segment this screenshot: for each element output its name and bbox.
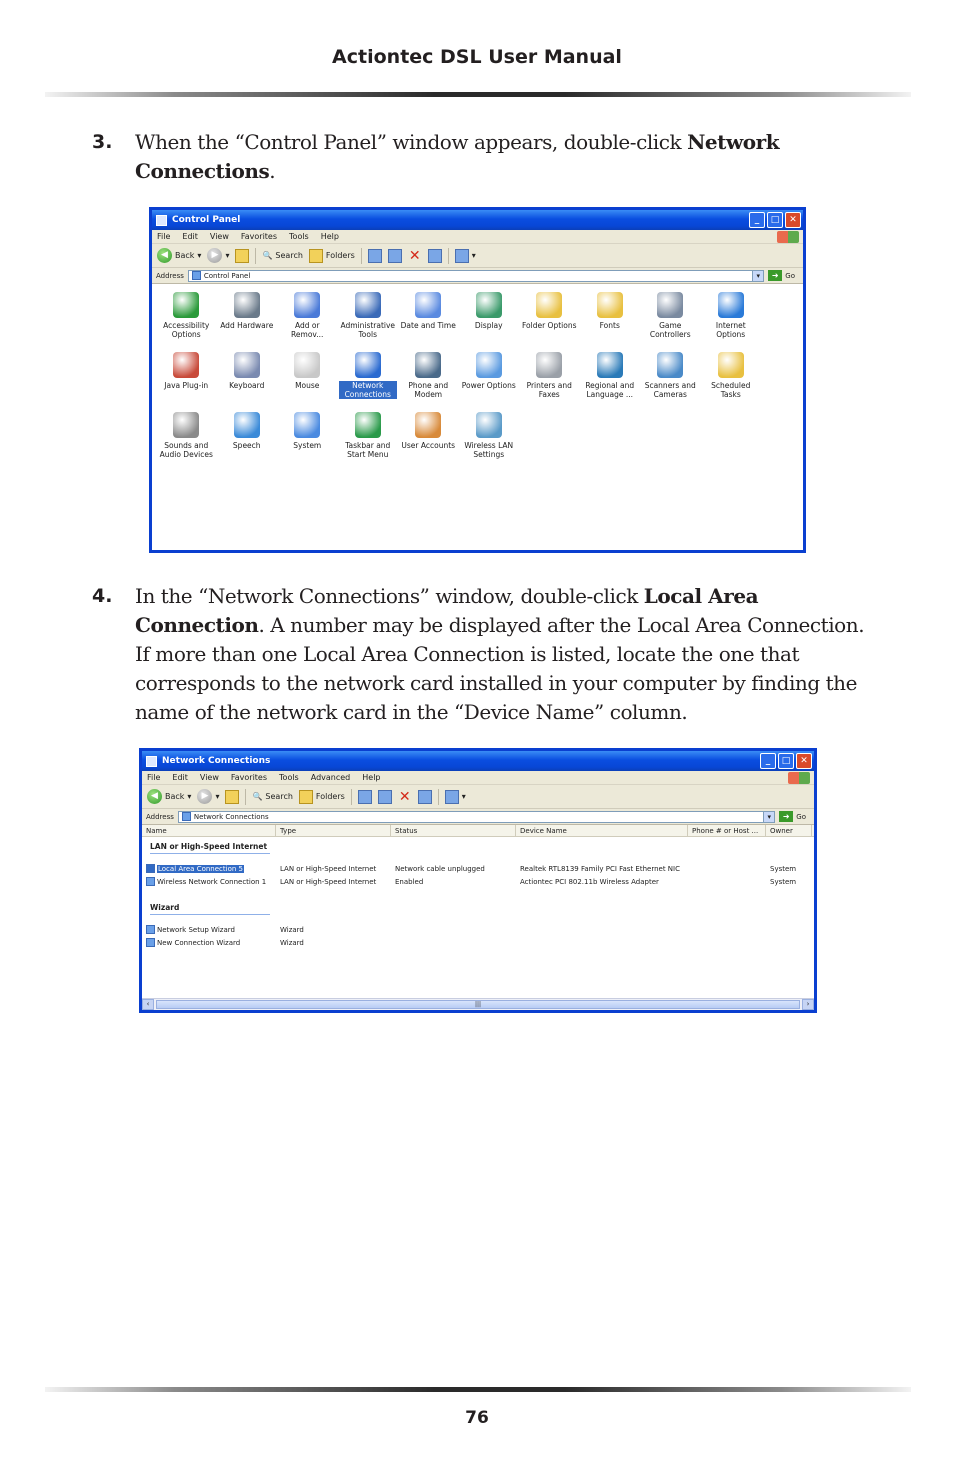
views-button[interactable]: ▾ — [445, 790, 466, 804]
undo-button[interactable] — [428, 249, 442, 263]
menu-tools[interactable]: Tools — [279, 773, 299, 782]
table-cell: Actiontec PCI 802.11b Wireless Adapter — [520, 877, 659, 886]
table-cell: Realtek RTL8139 Family PCI Fast Ethernet NIC — [520, 864, 680, 873]
table-row[interactable] — [142, 936, 814, 949]
menu-file[interactable]: File — [157, 232, 171, 241]
address-input[interactable]: Network Connections ▾ — [178, 811, 775, 823]
go-arrow-icon: ➜ — [768, 270, 782, 281]
up-folder-icon — [225, 790, 239, 804]
menu-favorites[interactable]: Favorites — [230, 773, 268, 782]
cp-item-icon — [476, 292, 502, 318]
minimize-button[interactable]: _ — [749, 212, 765, 228]
table-row[interactable] — [142, 875, 814, 888]
cp-item-icon — [476, 412, 502, 438]
cp-item-icon — [173, 412, 199, 438]
cp-item-icon — [355, 292, 381, 318]
scroll-left-button[interactable]: ‹ — [142, 999, 154, 1010]
cp-item[interactable] — [398, 350, 459, 410]
copy-to-icon — [388, 249, 402, 263]
network-connection-icon — [146, 877, 155, 886]
go-button[interactable]: ➜ Go — [768, 270, 803, 281]
cp-item-label: Mouse — [295, 381, 320, 390]
column-header[interactable]: Phone # or Host ... — [688, 825, 766, 837]
maximize-button[interactable]: □ — [778, 753, 794, 769]
move-to-button[interactable] — [368, 249, 382, 263]
table-row[interactable] — [142, 862, 814, 875]
cp-item-icon — [415, 412, 441, 438]
up-button[interactable] — [235, 249, 249, 263]
menu-bar — [142, 771, 814, 785]
cp-item[interactable] — [217, 350, 278, 410]
cp-item-icon — [234, 352, 260, 378]
step-3 — [92, 128, 882, 186]
undo-button[interactable] — [418, 790, 432, 804]
move-to-icon — [358, 790, 372, 804]
back-arrow-icon: ◀ — [147, 789, 162, 804]
connection-name-cell: New Connection Wizard — [142, 938, 276, 947]
menu-view[interactable]: View — [199, 773, 219, 782]
cp-item-icon — [355, 412, 381, 438]
cp-item[interactable] — [217, 290, 278, 350]
column-header[interactable]: Status — [391, 825, 516, 837]
scroll-thumb[interactable]: ||| — [156, 1000, 800, 1009]
step-number: 3. — [92, 131, 113, 153]
control-panel-icon — [156, 215, 167, 226]
control-panel-items — [152, 284, 803, 470]
cp-item-label: System — [293, 441, 322, 450]
undo-icon — [428, 249, 442, 263]
cp-item-label: Taskbar and Start Menu — [345, 441, 391, 459]
address-dropdown[interactable]: ▾ — [752, 271, 763, 281]
address-dropdown[interactable]: ▾ — [763, 812, 774, 822]
move-to-icon — [368, 249, 382, 263]
cp-item[interactable] — [640, 290, 701, 350]
page-header: Actiontec DSL User Manual — [332, 46, 622, 68]
network-connections-window — [139, 748, 817, 1013]
forward-arrow-icon: ▶ — [207, 248, 222, 263]
menu-favorites[interactable]: Favorites — [240, 232, 278, 241]
cp-item[interactable] — [459, 410, 520, 470]
address-bar — [142, 809, 814, 825]
cp-item[interactable] — [640, 350, 701, 410]
cp-item-label: Network Connections — [339, 381, 397, 399]
go-button[interactable]: ➜ Go — [779, 811, 814, 822]
control-panel-window — [149, 207, 806, 553]
delete-button[interactable] — [398, 790, 412, 804]
table-cell: LAN or High-Speed Internet — [280, 877, 377, 886]
cp-item[interactable] — [701, 350, 762, 410]
cp-item-label: Phone and Modem — [408, 381, 449, 399]
cp-item[interactable] — [398, 290, 459, 350]
menu-file[interactable]: File — [147, 773, 161, 782]
network-connection-icon — [146, 864, 155, 873]
cp-item[interactable] — [701, 290, 762, 350]
forward-button[interactable]: ▶ ▾ — [207, 248, 229, 263]
scroll-right-button[interactable]: › — [802, 999, 814, 1010]
cp-item-label: Scheduled Tasks — [711, 381, 751, 399]
cp-item[interactable] — [338, 350, 399, 410]
address-label: Address — [146, 812, 174, 821]
connection-name-cell: Network Setup Wizard — [142, 925, 276, 934]
cp-item-label: Date and Time — [400, 321, 456, 330]
cp-item-label: Speech — [232, 441, 261, 450]
delete-button[interactable] — [408, 249, 422, 263]
go-arrow-icon: ➜ — [779, 811, 793, 822]
cp-item[interactable] — [277, 350, 338, 410]
address-bar — [152, 268, 803, 284]
table-cell: System — [770, 877, 797, 886]
title-bar — [152, 210, 803, 230]
cp-item[interactable] — [156, 350, 217, 410]
cp-item-icon — [294, 292, 320, 318]
step-text: In the “Network Connections” window, double-click Local Area Connection. A number may be displayed after the Local Area Connection. If more than one Local Area Connection is listed, locate the one that corresponds to the network card installed in your computer by finding the name of the network card in the “Device Name” column. — [135, 584, 865, 724]
minimize-button[interactable]: _ — [760, 753, 776, 769]
cp-item-icon — [657, 352, 683, 378]
back-button[interactable]: ◀ Back ▾ — [147, 789, 191, 804]
cp-item[interactable] — [398, 410, 459, 470]
search-button[interactable]: 🔍 Search — [262, 251, 303, 260]
cp-item[interactable] — [338, 410, 399, 470]
network-connections-icon — [146, 756, 157, 767]
cp-item[interactable] — [277, 410, 338, 470]
back-button[interactable]: ◀ Back ▾ — [157, 248, 201, 263]
up-button[interactable] — [225, 790, 239, 804]
close-button[interactable]: ✕ — [785, 212, 801, 228]
address-input[interactable]: Control Panel ▾ — [188, 270, 764, 282]
copy-to-icon — [378, 790, 392, 804]
cp-item-icon — [234, 412, 260, 438]
cp-item[interactable] — [459, 350, 520, 410]
delete-icon: ✕ — [398, 788, 411, 805]
forward-button[interactable]: ▶ ▾ — [197, 789, 219, 804]
cp-item-label: Wireless LAN Settings — [464, 441, 514, 459]
cp-item-label: Fonts — [599, 321, 620, 330]
cp-item-label: Keyboard — [229, 381, 265, 390]
windows-logo-icon — [788, 772, 810, 784]
folders-button[interactable]: Folders — [309, 249, 355, 263]
menu-bar — [152, 230, 803, 244]
window-title: Network Connections — [162, 756, 271, 766]
table-cell: Wizard — [280, 925, 304, 934]
column-header[interactable]: Name — [142, 825, 276, 837]
cp-item[interactable] — [277, 290, 338, 350]
horizontal-scrollbar[interactable] — [142, 998, 814, 1010]
connection-name-cell: Local Area Connection 5 — [142, 864, 276, 873]
search-button[interactable]: 🔍 Search — [252, 792, 293, 801]
step-number: 4. — [92, 585, 113, 607]
cp-item-icon — [294, 412, 320, 438]
table-cell: Enabled — [395, 877, 424, 886]
copy-to-button[interactable] — [388, 249, 402, 263]
cp-item-icon — [173, 352, 199, 378]
copy-to-button[interactable] — [378, 790, 392, 804]
footer-rule — [45, 1387, 911, 1392]
page-number: 76 — [465, 1408, 489, 1428]
column-header[interactable]: Device Name — [516, 825, 688, 837]
menu-tools[interactable]: Tools — [289, 232, 309, 241]
wizard-icon — [146, 925, 155, 934]
network-connections-small-icon — [182, 812, 191, 821]
cp-item-icon — [355, 352, 381, 378]
cp-item-icon — [173, 292, 199, 318]
cp-item-icon — [718, 292, 744, 318]
forward-arrow-icon: ▶ — [197, 789, 212, 804]
connection-name-cell: Wireless Network Connection 1 — [142, 877, 276, 886]
cp-item-label: Administrative Tools — [340, 321, 396, 339]
cp-item[interactable] — [156, 410, 217, 470]
title-bar — [142, 751, 814, 771]
views-icon — [445, 790, 459, 804]
windows-logo-icon — [777, 231, 799, 243]
menu-edit[interactable]: Edit — [182, 232, 198, 241]
cp-item-icon — [294, 352, 320, 378]
cp-item[interactable] — [580, 350, 641, 410]
control-panel-small-icon — [192, 271, 201, 280]
cp-item-icon — [415, 292, 441, 318]
cp-item-icon — [597, 352, 623, 378]
table-cell: Wizard — [280, 938, 304, 947]
cp-item-icon — [234, 292, 260, 318]
folders-icon — [299, 790, 313, 804]
cp-item-icon — [415, 352, 441, 378]
delete-icon: ✕ — [408, 247, 421, 264]
menu-help[interactable]: Help — [320, 232, 339, 241]
views-button[interactable]: ▾ — [455, 249, 476, 263]
menu-view[interactable]: View — [209, 232, 229, 241]
cp-item-label: Game Controllers — [649, 321, 691, 339]
cp-item-label: Folder Options — [522, 321, 577, 330]
folders-icon — [309, 249, 323, 263]
search-icon: 🔍 — [262, 251, 273, 260]
cp-item[interactable] — [338, 290, 399, 350]
cp-item-label: User Accounts — [401, 441, 456, 450]
folders-button[interactable]: Folders — [299, 790, 345, 804]
table-cell: LAN or High-Speed Internet — [280, 864, 377, 873]
header-rule — [45, 92, 911, 97]
undo-icon — [418, 790, 432, 804]
cp-item-label: Power Options — [461, 381, 516, 390]
menu-advanced[interactable]: Advanced — [310, 773, 351, 782]
table-cell: System — [770, 864, 797, 873]
cp-item-icon — [476, 352, 502, 378]
table-cell: Network cable unplugged — [395, 864, 485, 873]
group-header: Wizard — [150, 903, 180, 912]
connection-list — [142, 841, 814, 959]
views-icon — [455, 249, 469, 263]
cp-item-label: Sounds and Audio Devices — [159, 441, 213, 459]
cp-item-icon — [718, 352, 744, 378]
window-title: Control Panel — [172, 215, 241, 225]
cp-item-label: Printers and Faxes — [526, 381, 572, 399]
address-label: Address — [156, 271, 184, 280]
cp-item-label: Add or Remov... — [291, 321, 324, 339]
step-4 — [92, 582, 882, 727]
cp-item-label: Java Plug-in — [164, 381, 209, 390]
step-text: When the “Control Panel” window appears, double-click Network Connections. — [135, 130, 780, 183]
table-row[interactable] — [142, 923, 814, 936]
group-header: LAN or High-Speed Internet — [150, 842, 268, 851]
up-folder-icon — [235, 249, 249, 263]
cp-item[interactable] — [217, 410, 278, 470]
cp-item-label: Add Hardware — [220, 321, 274, 330]
cp-item-label: Scanners and Cameras — [644, 381, 696, 399]
cp-item-icon — [536, 352, 562, 378]
toolbar — [142, 785, 814, 809]
menu-edit[interactable]: Edit — [172, 773, 188, 782]
move-to-button[interactable] — [358, 790, 372, 804]
toolbar — [152, 244, 803, 268]
search-icon: 🔍 — [252, 792, 263, 801]
cp-item-icon — [536, 292, 562, 318]
cp-item-icon — [657, 292, 683, 318]
column-header[interactable]: Type — [276, 825, 391, 837]
wizard-icon — [146, 938, 155, 947]
cp-item-label: Accessibility Options — [163, 321, 210, 339]
column-headers — [142, 825, 814, 837]
cp-item-label: Display — [474, 321, 503, 330]
cp-item-label: Regional and Language ... — [585, 381, 635, 399]
cp-item-label: Internet Options — [715, 321, 746, 339]
cp-item[interactable] — [519, 290, 580, 350]
cp-item[interactable] — [156, 290, 217, 350]
column-header[interactable]: Owner — [766, 825, 812, 837]
cp-item[interactable] — [580, 290, 641, 350]
menu-help[interactable]: Help — [362, 773, 381, 782]
cp-item[interactable] — [519, 350, 580, 410]
close-button[interactable]: ✕ — [796, 753, 812, 769]
cp-item[interactable] — [459, 290, 520, 350]
maximize-button[interactable]: □ — [767, 212, 783, 228]
back-arrow-icon: ◀ — [157, 248, 172, 263]
cp-item-icon — [597, 292, 623, 318]
